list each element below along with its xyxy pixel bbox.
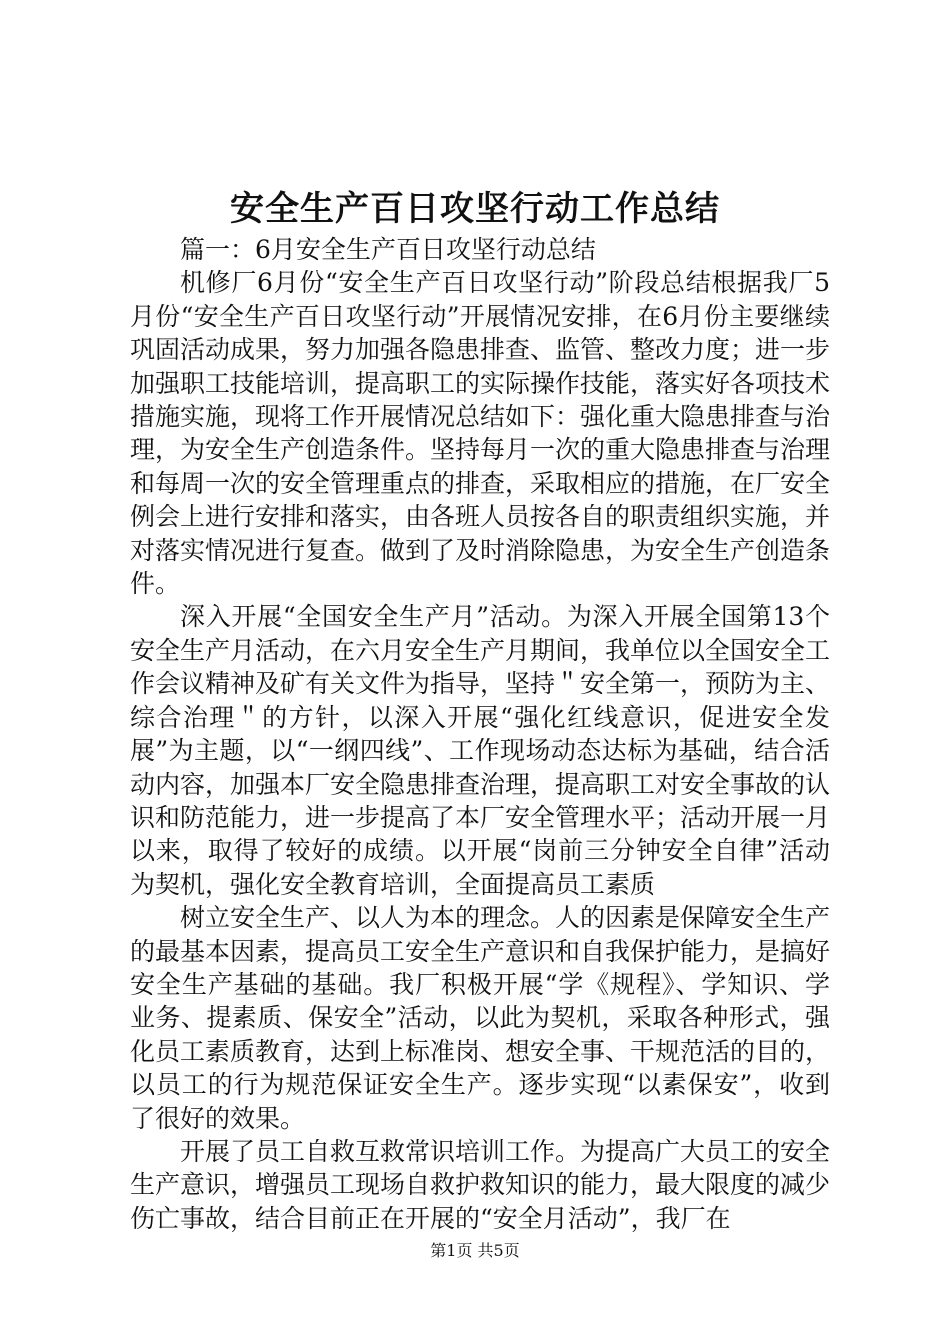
- page-number-footer: 第1页 共5页: [430, 1241, 520, 1260]
- document-body: [130, 233, 830, 1235]
- document-title: 安全生产百日攻坚行动工作总结: [230, 189, 720, 229]
- paragraph: 机修厂6月份“安全生产百日攻坚行动”阶段总结根据我厂5月份“安全生产百日攻坚行动”开展情况安排，在6月份主要继续巩固活动成果，努力加强各隐患排查、监管、整改力度；进一步加强职工技能培训，提高职工的实际操作技能，落实好各项技术措施实施，现将工作开展情况总结如下：强化重大隐患排查与治理，为安全生产创造条件。坚持每月一次的重大隐患排查与治理和每周一次的安全管理重点的排查，采取相应的措施，在厂安全例会上进行安排和落实，由各班人员按各自的职责组织实施，并对落实情况进行复查。做到了及时消除隐患，为安全生产创造条件。: [130, 268, 831, 599]
- paragraph-heading: 篇一：6月安全生产百日攻坚行动总结: [180, 235, 596, 264]
- paragraph: 深入开展“全国安全生产月”活动。为深入开展全国第13个安全生产月活动，在六月安全生产月期间，我单位以全国安全工作会议精神及矿有关文件为指导，坚持＂安全第一，预防为主、综合治理＂的方针，以深入开展“强化红线意识，促进安全发展”为主题，以“一纲四线”、工作现场动态达标为基础，结合活动内容，加强本厂安全隐患排查治理，提高职工对安全事故的认识和防范能力，进一步提高了本厂安全管理水平；活动开展一月以来，取得了较好的成绩。以开展“岗前三分钟安全自律”活动为契机，强化安全教育培训，全面提高员工素质: [130, 602, 831, 899]
- paragraph: 开展了员工自救互救常识培训工作。为提高广大员工的安全生产意识，增强员工现场自救护救知识的能力，最大限度的减少伤亡事故，结合目前正在开展的“安全月活动”，我厂在: [130, 1136, 831, 1233]
- paragraph: 树立安全生产、以人为本的理念。人的因素是保障安全生产的最基本因素，提高员工安全生产意识和自我保护能力，是搞好安全生产基础的基础。我厂积极开展“学《规程》、学知识、学业务、提素质、保安全”活动，以此为契机，采取各种形式，强化员工素质教育，达到上标准岗、想安全事、干规范活的目的，以员工的行为规范保证安全生产。逐步实现“以素保安”，收到了很好的效果。: [130, 903, 831, 1133]
